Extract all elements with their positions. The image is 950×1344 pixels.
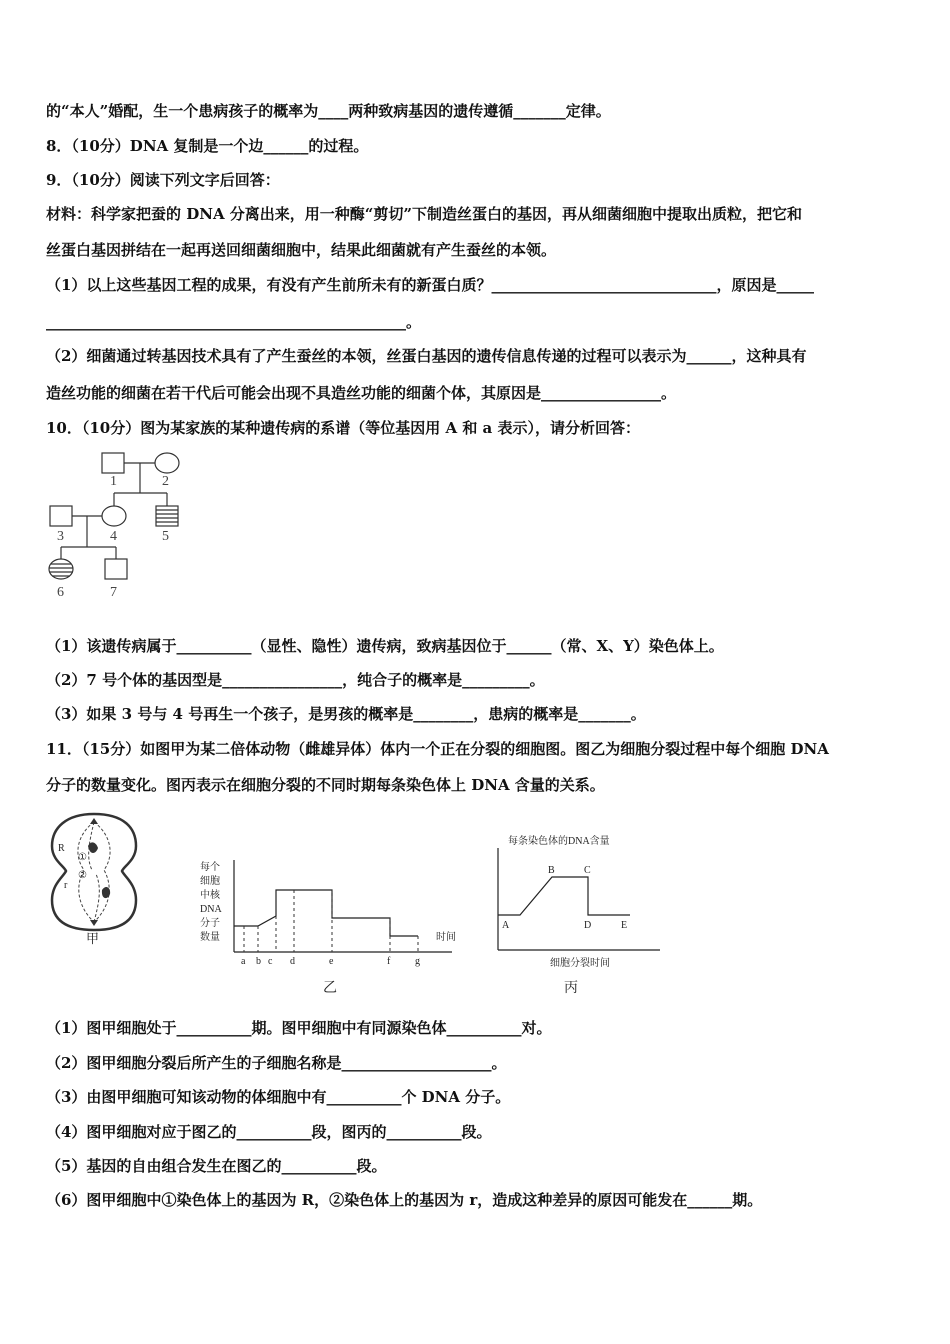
bing-point-B: B <box>548 865 555 876</box>
individual-3-male <box>50 506 72 526</box>
yi-tick-e: e <box>329 956 334 967</box>
individual-1-male <box>102 453 124 473</box>
bing-point-A: A <box>502 920 510 931</box>
q9-part2-cont: 造丝功能的细菌在若干代后可能会出现不具造丝功能的细菌个体，其原因是________________。 <box>46 384 677 402</box>
yi-ylabel-6: 数量 <box>200 932 220 943</box>
pedigree-label-2: 2 <box>162 474 169 489</box>
individual-4-female <box>102 506 126 526</box>
figure-jia-cell <box>44 808 144 948</box>
question-9-heading: 9．（10分）阅读下列文字后回答： <box>46 171 280 189</box>
pedigree-label-5: 5 <box>162 529 169 544</box>
q11-part6: （6）图甲细胞中①染色体上的基因为 R，②染色体上的基因为 r，造成这种差异的原因可能发在______期。 <box>46 1191 763 1209</box>
individual-5-affected-male <box>156 506 178 526</box>
bing-point-E: E <box>621 920 628 931</box>
bing-caption: 丙 <box>564 981 578 996</box>
jia-label-1: ① <box>78 852 87 863</box>
pedigree-label-1: 1 <box>110 474 117 489</box>
yi-caption: 乙 <box>323 981 337 996</box>
pedigree-label-7: 7 <box>110 585 117 600</box>
pedigree-label-3: 3 <box>57 529 64 544</box>
individual-2-female <box>155 453 179 473</box>
material-line-2: 丝蛋白基因拼结在一起再送回细菌细胞中，结果此细菌就有产生蚕丝的本领。 <box>46 241 557 259</box>
yi-xlabel: 时间 <box>436 932 456 943</box>
q10-part1: （1）该遗传病属于__________（显性、隐性）遗传病，致病基因位于______（常、X、Y）染色体上。 <box>46 637 724 655</box>
yi-ylabel-2: 细胞 <box>200 876 220 887</box>
q11-part2: （2）图甲细胞分裂后所产生的子细胞名称是____________________。 <box>46 1054 507 1072</box>
pedigree-label-4: 4 <box>110 529 117 544</box>
bing-point-D: D <box>584 920 592 931</box>
yi-ylabel-5: 分子 <box>200 918 220 929</box>
yi-ylabel-3: 中核 <box>200 890 220 901</box>
q9-part1-cont: ________________________________________________。 <box>46 313 422 331</box>
q11-part1: （1）图甲细胞处于__________期。图甲细胞中有同源染色体__________对。 <box>46 1019 552 1037</box>
material-line-1: 材料：科学家把蚕的 DNA 分离出来，用一种酶“剪切”下制造丝蛋白的基因，再从细菌细胞中提取出质粒，把它和 <box>46 205 803 223</box>
q9-part1: （1）以上这些基因工程的成果，有没有产生前所未有的新蛋白质？______________________________，原因是_____ <box>46 276 814 294</box>
text-line-1: 的“本人”婚配，生一个患病孩子的概率为____两种致病基因的遗传遵循_______定律。 <box>46 102 611 120</box>
pedigree-diagram <box>40 445 220 605</box>
q11-part3: （3）由图甲细胞可知该动物的体细胞中有__________个 DNA 分子。 <box>46 1088 511 1106</box>
bing-point-C: C <box>584 865 591 876</box>
q9-part2: （2）细菌通过转基因技术具有了产生蚕丝的本领，丝蛋白基因的遗传信息传递的过程可以表示为______，这种具有 <box>46 347 807 365</box>
figure-yi-chart <box>190 850 480 1000</box>
jia-label-r: r <box>64 880 68 891</box>
q11-part4: （4）图甲细胞对应于图乙的__________段，图丙的__________段。 <box>46 1123 492 1141</box>
individual-7-male <box>105 559 127 579</box>
question-8: 8．（10分）DNA 复制是一个边______的过程。 <box>46 137 369 155</box>
figure-bing-chart <box>490 828 670 1000</box>
jia-caption: 甲 <box>86 931 100 946</box>
yi-tick-d: d <box>290 956 295 967</box>
bing-ylabel: 每条染色体的DNA含量 <box>508 836 610 847</box>
yi-tick-f: f <box>387 956 391 967</box>
pedigree-label-6: 6 <box>57 585 64 600</box>
q10-part2: （2）7 号个体的基因型是________________，纯合子的概率是_________。 <box>46 671 545 689</box>
q11-part5: （5）基因的自由组合发生在图乙的__________段。 <box>46 1157 387 1175</box>
question-11-heading: 11．（15分）如图甲为某二倍体动物（雌雄异体）体内一个正在分裂的细胞图。图乙为细胞分裂过程中每个细胞 DNA <box>46 740 829 758</box>
yi-tick-a: a <box>241 956 246 967</box>
q10-part3: （3）如果 3 号与 4 号再生一个孩子，是男孩的概率是________，患病的概率是_______。 <box>46 705 646 723</box>
yi-ylabel-1: 每个 <box>200 862 220 873</box>
jia-label-2: ② <box>78 870 87 881</box>
yi-tick-c: c <box>268 956 273 967</box>
question-11-cont: 分子的数量变化。图丙表示在细胞分裂的不同时期每条染色体上 DNA 含量的关系。 <box>46 776 605 794</box>
jia-label-R: R <box>58 843 65 854</box>
yi-tick-g: g <box>415 956 420 967</box>
yi-tick-b: b <box>256 956 261 967</box>
bing-xlabel: 细胞分裂时间 <box>550 958 610 969</box>
question-10-heading: 10．（10分）图为某家族的某种遗传病的系谱（等位基因用 A 和 a 表示），请分析回答： <box>46 419 640 437</box>
yi-ylabel-4: DNA <box>200 904 222 915</box>
